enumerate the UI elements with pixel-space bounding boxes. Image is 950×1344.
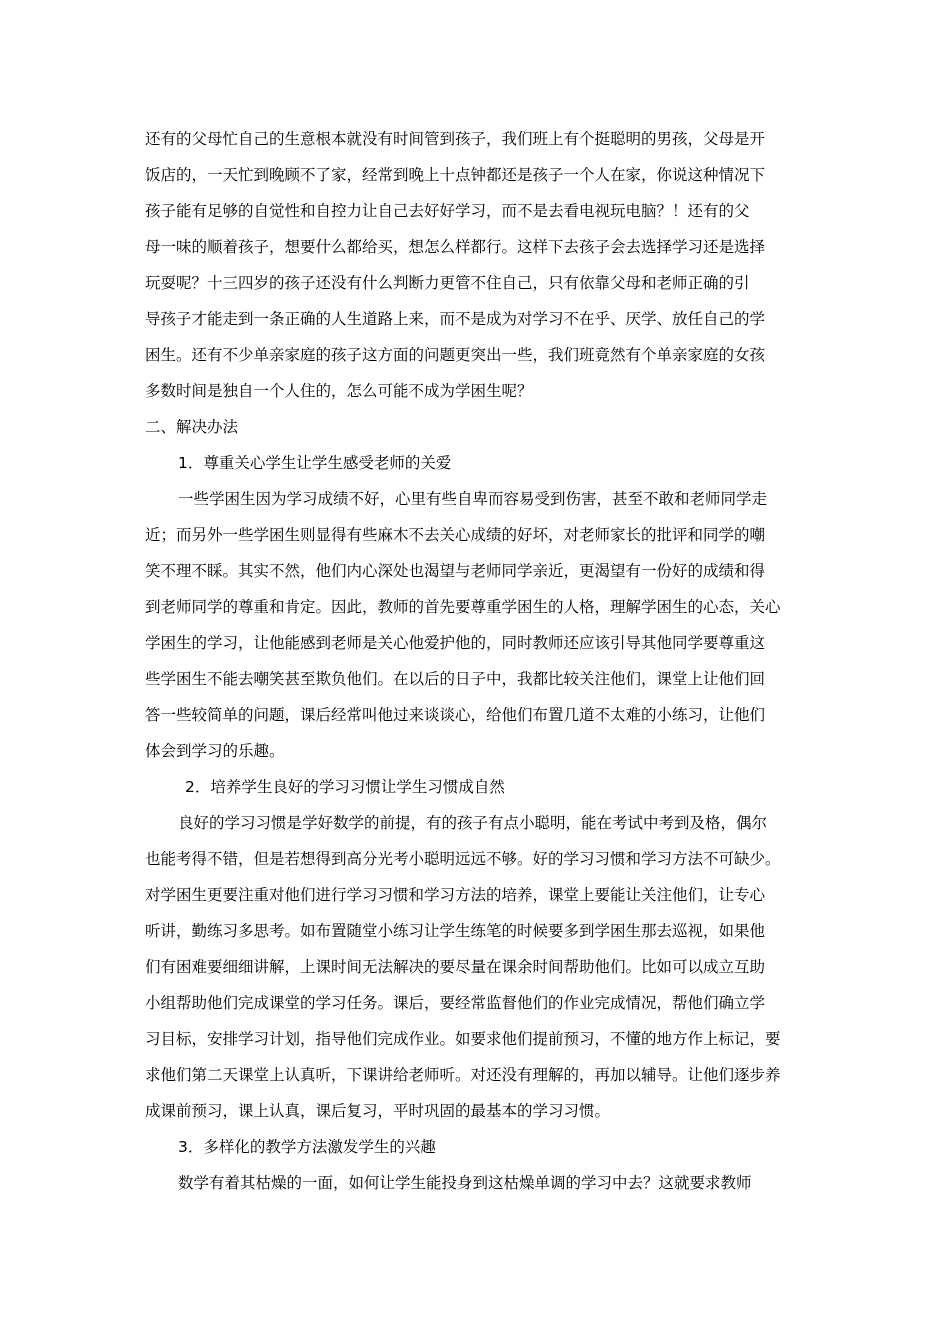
paragraph-line: 习目标，安排学习计划，指导他们完成作业。如要求他们提前预习，不懂的地方作上标记，要 [145, 1030, 781, 1048]
subsection-heading: 2．培养学生良好的学习习惯让学生习惯成自然 [185, 778, 505, 796]
paragraph-line: 答一些较简单的问题，课后经常叫他过来谈谈心，给他们布置几道不太难的小练习，让他们 [145, 706, 766, 724]
paragraph-line: 笑不理不睬。其实不然，他们内心深处也渴望与老师同学亲近，更渴望有一份好的成绩和得 [145, 562, 766, 580]
paragraph-line: 多数时间是独自一个人住的，怎么可能不成为学困生呢？ [145, 382, 533, 400]
paragraph-line: 小组帮助他们完成课堂的学习任务。课后，要经常监督他们的作业完成情况，帮他们确立学 [145, 994, 766, 1012]
paragraph-line: 体会到学习的乐趣。 [145, 742, 285, 760]
paragraph-line: 听讲，勤练习多思考。如布置随堂小练习让学生练笔的时候要多到学困生那去巡视，如果他 [145, 922, 766, 940]
paragraph-line: 良好的学习习惯是学好数学的前提，有的孩子有点小聪明，能在考试中考到及格，偶尔 [178, 814, 768, 832]
paragraph-line: 也能考得不错，但是若想得到高分光考小聪明远远不够。好的学习习惯和学习方法不可缺少。 [145, 850, 781, 868]
paragraph-line: 学困生的学习，让他能感到老师是关心他爱护他的，同时教师还应该引导其他同学要尊重这 [145, 634, 766, 652]
paragraph-line: 些学困生不能去嘲笑甚至欺负他们。在以后的日子中，我都比较关注他们，课堂上让他们回 [145, 670, 766, 688]
paragraph-line: 导孩子才能走到一条正确的人生道路上来，而不是成为对学习不在乎、厌学、放任自己的学 [145, 310, 766, 328]
paragraph-line: 饭店的，一天忙到晚顾不了家，经常到晚上十点钟都还是孩子一个人在家，你说这种情况下 [145, 166, 766, 184]
paragraph-line: 到老师同学的尊重和肯定。因此，教师的首先要尊重学困生的人格，理解学困生的心态，关心 [145, 598, 781, 616]
paragraph-line: 们有困难要细细讲解，上课时间无法解决的要尽量在课余时间帮助他们。比如可以成立互助 [145, 958, 766, 976]
paragraph-line: 数学有着其枯燥的一面，如何让学生能投身到这枯燥单调的学习中去？这就要求教师 [178, 1174, 752, 1192]
paragraph-line: 孩子能有足够的自觉性和自控力让自己去好好学习，而不是去看电视玩电脑？！还有的父 [145, 202, 750, 220]
paragraph-line: 母一味的顺着孩子，想要什么都给买，想怎么样都行。这样下去孩子会去选择学习还是选择 [145, 238, 766, 256]
paragraph-line: 一些学困生因为学习成绩不好，心里有些自卑而容易受到伤害，甚至不敢和老师同学走 [178, 490, 768, 508]
section-heading: 二、解决办法 [145, 418, 239, 436]
subsection-heading: 1．尊重关心学生让学生感受老师的关爱 [178, 454, 452, 472]
subsection-heading: 3．多样化的教学方法激发学生的兴趣 [178, 1138, 436, 1156]
paragraph-line: 成课前预习，课上认真，课后复习，平时巩固的最基本的学习习惯。 [145, 1102, 611, 1120]
paragraph-line: 还有的父母忙自己的生意根本就没有时间管到孩子，我们班上有个挺聪明的男孩，父母是开 [145, 130, 766, 148]
paragraph-line: 求他们第二天课堂上认真听，下课讲给老师听。对还没有理解的，再加以辅导。让他们逐步养 [145, 1066, 781, 1084]
paragraph-line: 对学困生更要注重对他们进行学习习惯和学习方法的培养，课堂上要能让关注他们，让专心 [145, 886, 766, 904]
paragraph-line: 玩耍呢？十三四岁的孩子还没有什么判断力更管不住自己，只有依靠父母和老师正确的引 [145, 274, 750, 292]
paragraph-line: 困生。还有不少单亲家庭的孩子这方面的问题更突出一些，我们班竟然有个单亲家庭的女孩 [145, 346, 766, 364]
paragraph-line: 近；而另外一些学困生则显得有些麻木不去关心成绩的好坏，对老师家长的批评和同学的嘲 [145, 526, 766, 544]
